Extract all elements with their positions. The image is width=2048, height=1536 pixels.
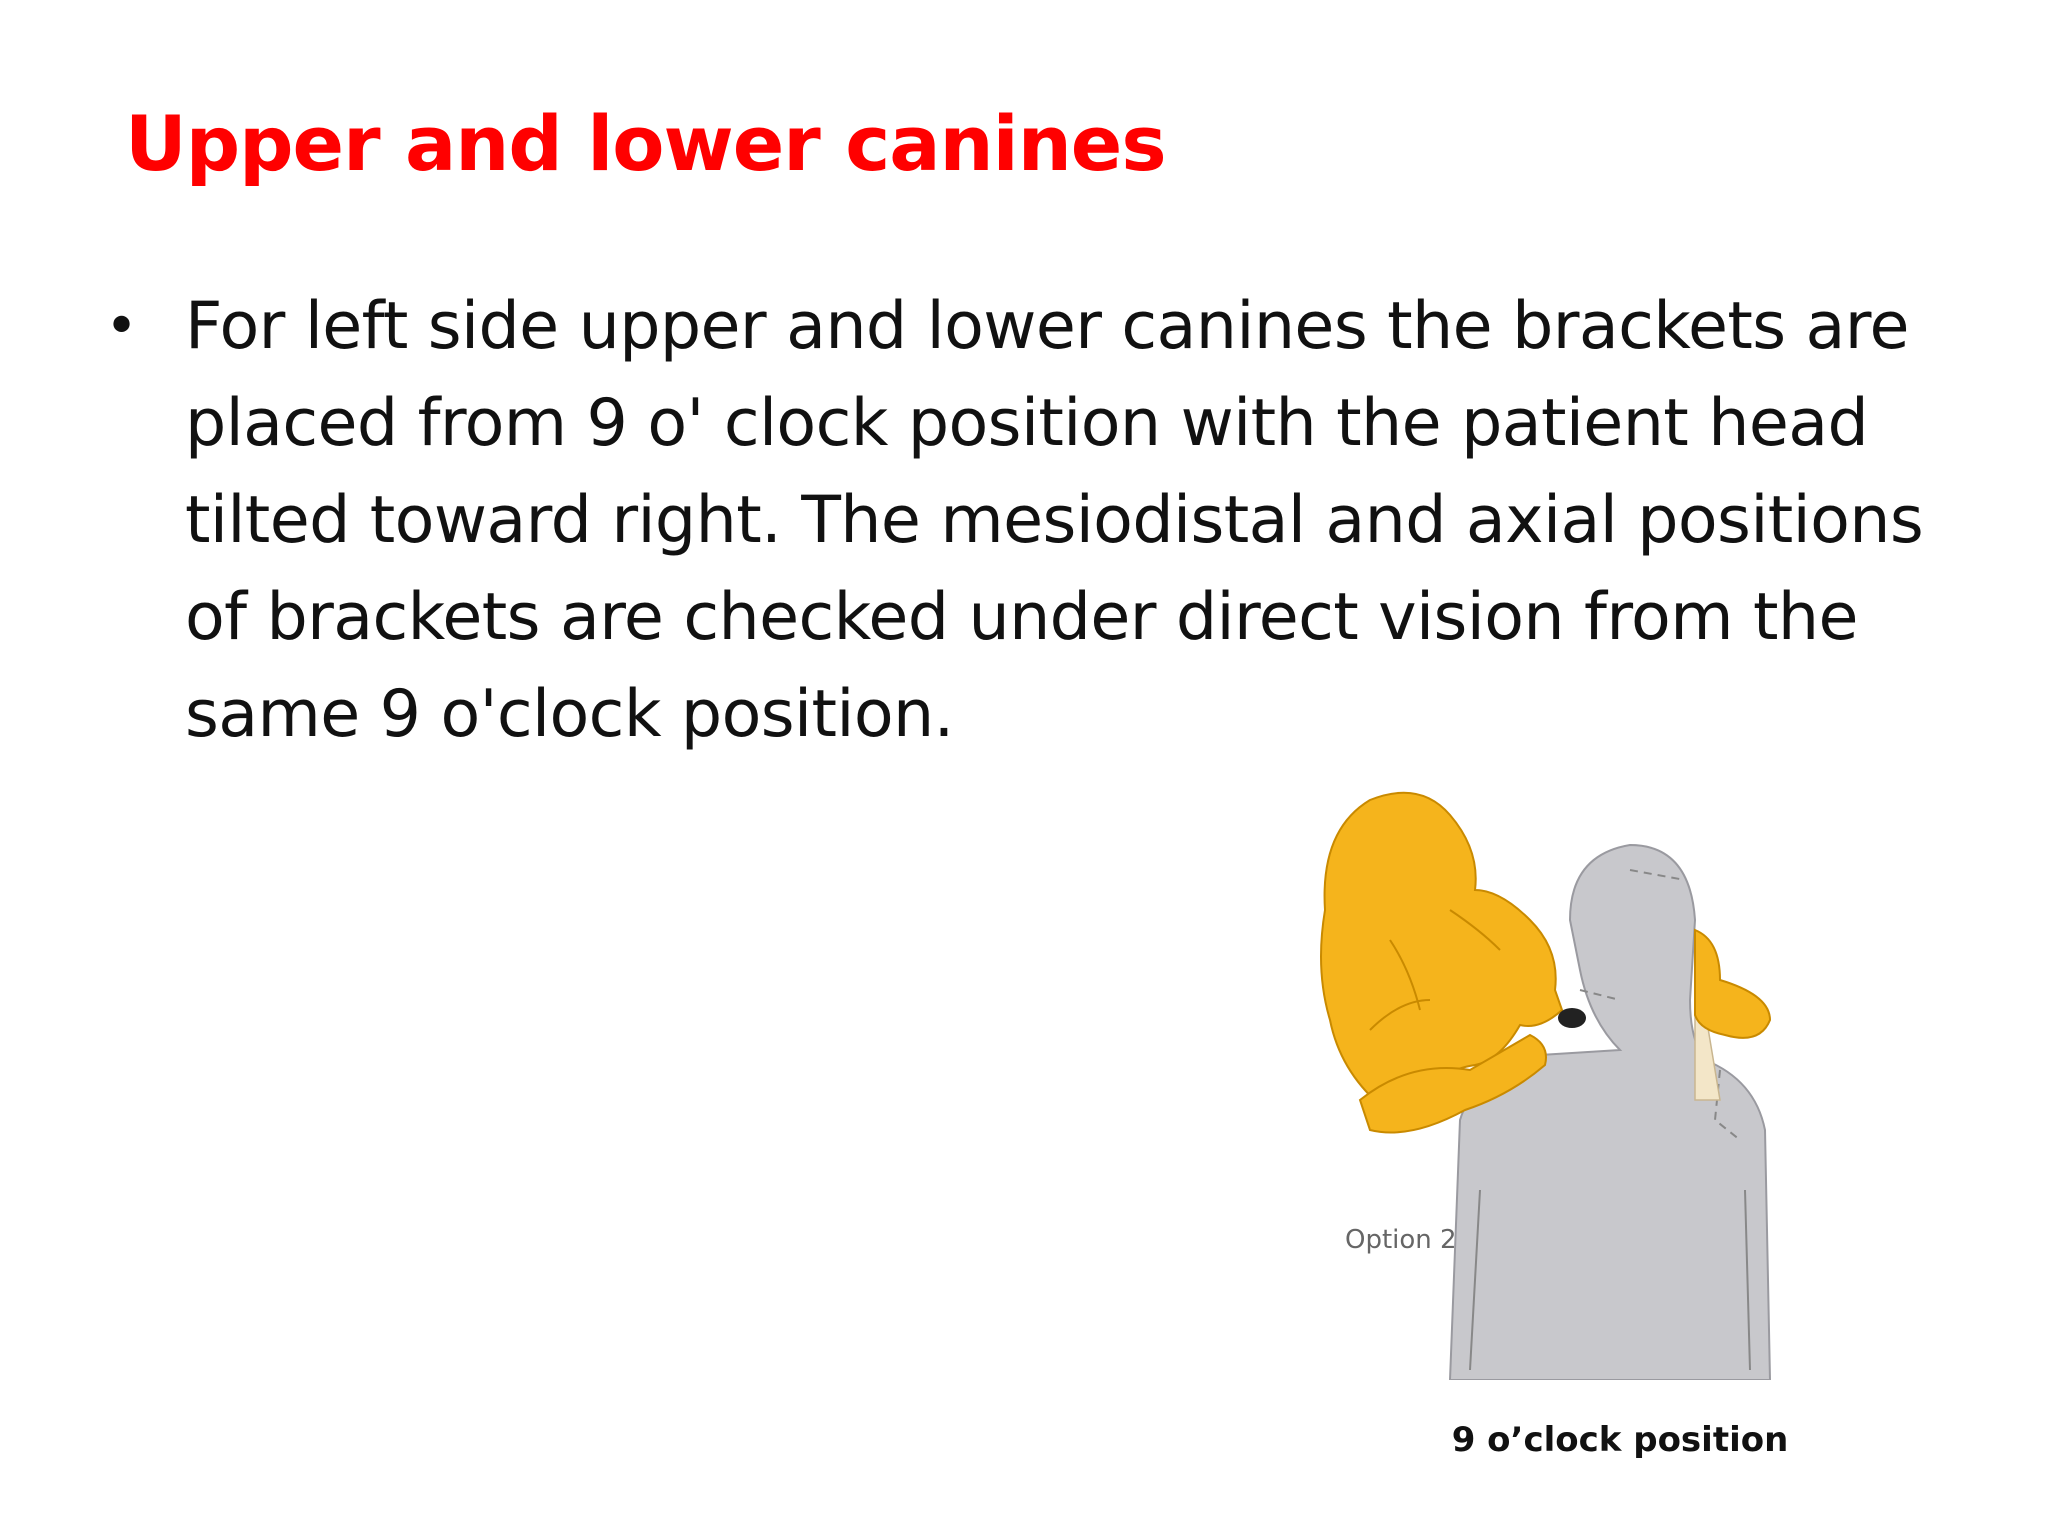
slide-title: Upper and lower canines [125,99,1166,188]
bullet-text: For left side upper and lower canines the brackets are placed from 9 o' clock position with the patient head tilted toward right. The mesiodistal and axial positions of brackets are checked under direct vision from the same 9 o'clock position. [185,289,1924,752]
bullet-icon: • [105,294,138,359]
figure-caption: 9 o’clock position [1451,1420,1789,1460]
operator-patient-illustration [1300,770,1800,1380]
bullet-item [105,278,1985,763]
option-label: Option 2 [1345,1225,1457,1255]
